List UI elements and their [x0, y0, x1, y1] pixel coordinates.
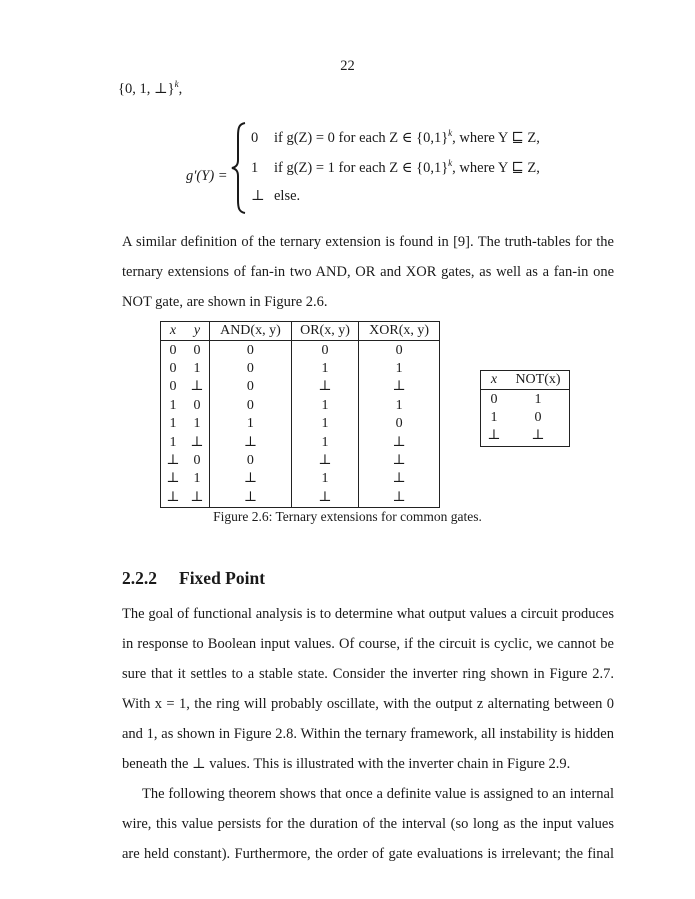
table-cell: ⊥: [190, 489, 204, 505]
header-and: AND(x, y): [210, 322, 292, 341]
table-cell: ⊥: [291, 489, 358, 508]
table-cell: ⊥: [531, 428, 545, 444]
table-cell: ⊥: [487, 428, 501, 444]
table-cell: ⊥: [210, 433, 292, 451]
table-cell: 0: [291, 341, 358, 360]
set-trail: ,: [178, 81, 183, 97]
table-row: [161, 433, 440, 451]
equation-case: [251, 158, 540, 177]
equation-case: [251, 128, 540, 147]
table-cell: 1: [193, 416, 201, 432]
equation-case: [251, 188, 300, 205]
table-cell: ⊥: [291, 452, 358, 470]
section-number: 2.2.2: [122, 568, 157, 588]
case-exponent: k: [448, 128, 453, 138]
table-cell: 1: [490, 409, 498, 425]
table-cell: ⊥: [190, 434, 204, 450]
table-cell: 0: [210, 341, 292, 360]
section-heading: [122, 568, 265, 589]
table-cell: 1: [291, 415, 358, 433]
table-cell: ⊥: [291, 378, 358, 396]
set-fragment: [118, 79, 182, 98]
header-y: y: [185, 322, 210, 341]
table-row: [161, 378, 440, 396]
text-line: A similar definition of the ternary extension is found in [9]. The truth-tables for the: [122, 234, 614, 250]
figure-caption: Figure 2.6: Ternary extensions for common gates.: [213, 509, 482, 524]
case-tail: , where Y ⊑ Z,: [452, 160, 540, 176]
table-cell: 1: [210, 415, 292, 433]
header-or: OR(x, y): [291, 322, 358, 341]
table-cell: 0: [210, 378, 292, 396]
table-cell: ⊥: [359, 433, 440, 451]
paragraph-fixed-point: [122, 599, 614, 869]
table-cell: ⊥: [210, 489, 292, 508]
table-row: [481, 427, 570, 446]
text-line: in response to Boolean input values. Of course, if the circuit is cyclic, we cannot be: [122, 636, 614, 652]
table-row: [481, 390, 570, 409]
table-row: [161, 397, 440, 415]
table-cell: ⊥: [166, 452, 180, 468]
table-cell: 0: [193, 342, 201, 358]
table-cell: ⊥: [359, 378, 440, 396]
text-line: are held constant). Furthermore, the order of gate evaluations is irrelevant; the final: [122, 846, 614, 862]
table-cell: 0: [359, 415, 440, 433]
table-cell: 1: [291, 470, 358, 488]
table-row: [161, 489, 440, 508]
table-cell: 1: [193, 360, 201, 376]
table-row: [161, 470, 440, 488]
table-cell: 0: [534, 409, 542, 425]
equation-lhs: g′(Y) =: [186, 168, 228, 184]
table-cell: 0: [169, 342, 177, 358]
table-cell: ⊥: [210, 470, 292, 488]
table-cell: 1: [169, 416, 177, 432]
set-exponent: k: [174, 79, 179, 89]
text-line: ternary extensions of fan-in two AND, OR and XOR gates, as well as a fan-in one: [122, 264, 614, 280]
table-header-row: [481, 371, 570, 390]
set-text: {0, 1, ⊥}: [118, 81, 175, 97]
text-line: beneath the ⊥ values. This is illustrated with the inverter chain in Figure 2.9.: [122, 756, 571, 772]
page-number: 22: [340, 58, 355, 74]
table-header-row: [161, 322, 440, 341]
table-cell: ⊥: [166, 489, 180, 505]
left-brace-icon: [231, 122, 247, 214]
case-value: 0: [251, 130, 259, 146]
table-cell: 0: [490, 391, 498, 407]
text-line: The goal of functional analysis is to determine what output values a circuit produces: [122, 606, 614, 622]
table-cell: 1: [359, 397, 440, 415]
table-cell: ⊥: [359, 489, 440, 508]
text-line: With x = 1, the ring will probably oscillate, with the output z alternating between 0: [122, 696, 614, 712]
text-line: The following theorem shows that once a definite value is assigned to an internal: [142, 786, 614, 802]
table-cell: 0: [210, 397, 292, 415]
table-cell: 1: [169, 397, 177, 413]
table-cell: 0: [193, 452, 201, 468]
header-not: NOT(x): [507, 371, 570, 390]
table-cell: 1: [291, 397, 358, 415]
table-cell: 0: [193, 397, 201, 413]
case-condition: else.: [274, 188, 301, 204]
table-cell: 0: [210, 360, 292, 378]
table-cell: 1: [534, 391, 542, 407]
table-cell: ⊥: [359, 470, 440, 488]
paragraph-ternary-definition: [122, 227, 614, 317]
case-condition: if g(Z) = 1 for each Z ∈ {0,1}: [274, 160, 449, 176]
table-cell: 0: [169, 360, 177, 376]
table-row: [161, 341, 440, 360]
table-cell: ⊥: [190, 379, 204, 395]
table-cell: 1: [169, 434, 177, 450]
table-cell: 1: [291, 360, 358, 378]
case-value: 1: [251, 160, 259, 176]
text-line: wire, this value persists for the duration of the interval (so long as the input values: [122, 816, 614, 832]
header-xor: XOR(x, y): [359, 322, 440, 341]
table-cell: ⊥: [359, 452, 440, 470]
table-cell: 0: [359, 341, 440, 360]
table-cell: 1: [291, 433, 358, 451]
case-exponent: k: [448, 158, 453, 168]
table-row: [161, 415, 440, 433]
table-cell: ⊥: [166, 471, 180, 487]
text-line: sure that it settles to a stable state. Consider the inverter ring shown in Figure 2.7.: [122, 666, 614, 682]
table-cell: 0: [210, 452, 292, 470]
truth-table-not: [480, 370, 570, 447]
table-row: [161, 452, 440, 470]
case-condition: if g(Z) = 0 for each Z ∈ {0,1}: [274, 130, 449, 146]
truth-table-and-or-xor: [160, 321, 440, 508]
table-cell: 0: [169, 379, 177, 395]
table-cell: 1: [193, 471, 201, 487]
header-x: x: [481, 371, 508, 390]
section-title: Fixed Point: [179, 568, 266, 588]
table-cell: 1: [359, 360, 440, 378]
table-row: [481, 409, 570, 427]
header-x: x: [161, 322, 186, 341]
case-tail: , where Y ⊑ Z,: [452, 130, 540, 146]
table-row: [161, 360, 440, 378]
text-line: NOT gate, are shown in Figure 2.6.: [122, 294, 328, 310]
text-line: and 1, as shown in Figure 2.8. Within the ternary framework, all instability is hidden: [122, 726, 614, 742]
case-value: ⊥: [251, 188, 265, 204]
